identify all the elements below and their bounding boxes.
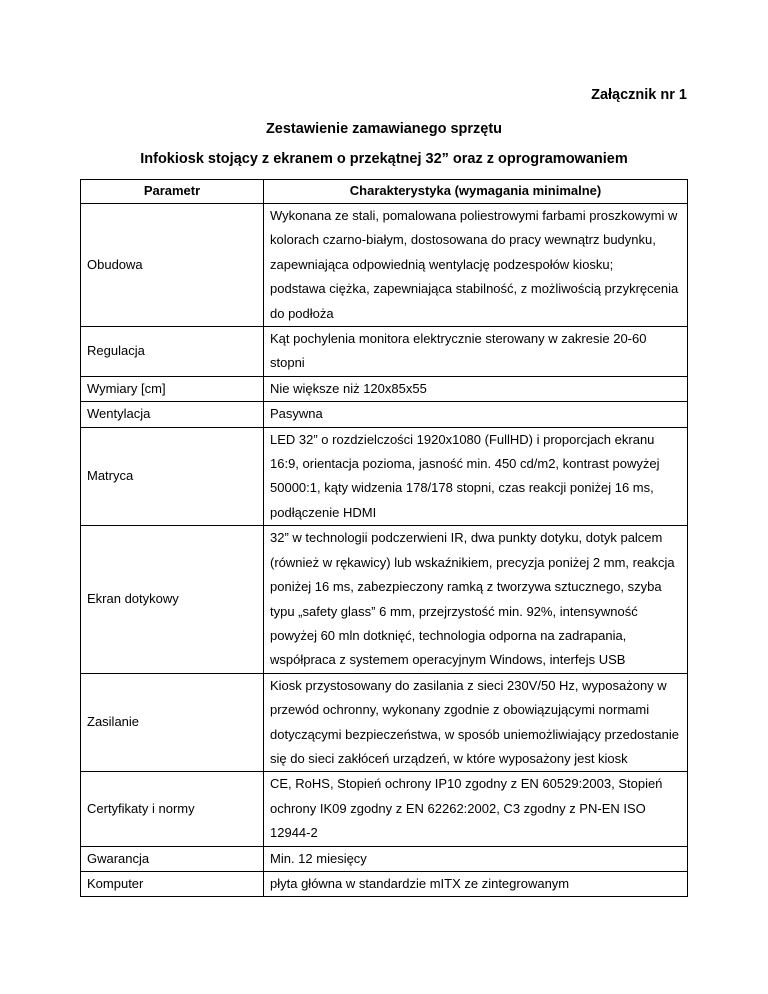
table-row — [81, 772, 688, 846]
table-row — [81, 427, 688, 526]
row-value: CE, RoHS, Stopień ochrony IP10 zgodny z EN 60529:2003, Stopień ochrony IK09 zgodny z EN 62262:2002, C3 zgodny z PN-EN ISO 12944-2 — [264, 772, 688, 846]
document-title: Zestawienie zamawianego sprzętu — [265, 121, 503, 137]
specification-table — [80, 179, 688, 897]
table-header-row — [81, 180, 688, 204]
row-parameter: Certyfikaty i normy — [81, 772, 264, 846]
table-row — [81, 204, 688, 327]
row-value — [264, 204, 688, 327]
table-row — [81, 376, 688, 401]
header-characteristics: Charakterystyka (wymagania minimalne) — [264, 180, 688, 204]
row-parameter: Gwarancja — [81, 846, 264, 871]
row-value: Nie większe niż 120x85x55 — [264, 376, 688, 401]
document-subtitle: Infokiosk stojący z ekranem o przekątnej 32” oraz z oprogramowaniem — [140, 151, 628, 167]
row-value-extra: podstawa ciężka, zapewniająca stabilność, z możliwością przykręcenia do podłoża — [270, 281, 679, 321]
table-row — [81, 871, 688, 896]
row-value: Kiosk przystosowany do zasilania z sieci 230V/50 Hz, wyposażony w przewód ochronny, wykonany zgodnie z obowiązującymi normami dotyczącymi bezpieczeństwa, w sposób uniemożliwiający przedostanie się do sieci zakłóceń urządzeń, w które wyposażony jest kiosk — [264, 673, 688, 772]
row-parameter: Regulacja — [81, 327, 264, 377]
row-parameter: Komputer — [81, 871, 264, 896]
row-value: płyta główna w standardzie mITX ze zintegrowanym — [264, 871, 688, 896]
row-parameter: Ekran dotykowy — [81, 526, 264, 673]
table-row — [81, 846, 688, 871]
header-parameter: Parametr — [81, 180, 264, 204]
row-parameter: Zasilanie — [81, 673, 264, 772]
table-row — [81, 402, 688, 427]
row-parameter: Wymiary [cm] — [81, 376, 264, 401]
row-parameter: Obudowa — [81, 204, 264, 327]
row-value: Pasywna — [264, 402, 688, 427]
row-value: 32” w technologii podczerwieni IR, dwa punkty dotyku, dotyk palcem (również w rękawicy) lub wskaźnikiem, precyzja poniżej 2 mm, reakcja poniżej 16 ms, zabezpieczony ramką z tworzywa sztucznego, szyba typu „safety glass” 6 mm, przejrzystość min. 92%, intensywność powyżej 60 mln dotknięć, technologia odporna na zadrapania, współpraca z systemem operacyjnym Windows, interfejs USB — [264, 526, 688, 673]
row-parameter: Matryca — [81, 427, 264, 526]
row-value: Kąt pochylenia monitora elektrycznie sterowany w zakresie 20-60 stopni — [264, 327, 688, 377]
row-value-text: Wykonana ze stali, pomalowana poliestrowymi farbami proszkowymi w kolorach czarno-białym, dostosowana do pracy wewnątrz budynku, zapewniająca odpowiednią wentylację podzespołów kiosku; — [270, 208, 678, 272]
annex-label: Załącznik nr 1 — [591, 87, 687, 103]
row-value: Min. 12 miesięcy — [264, 846, 688, 871]
table-row — [81, 327, 688, 377]
row-value: LED 32” o rozdzielczości 1920x1080 (FullHD) i proporcjach ekranu 16:9, orientacja pozioma, jasność min. 450 cd/m2, kontrast powyżej 50000:1, kąty widzenia 178/178 stopni, czas reakcji poniżej 16 ms, podłączenie HDMI — [264, 427, 688, 526]
table-row — [81, 526, 688, 673]
table-row — [81, 673, 688, 772]
row-parameter: Wentylacja — [81, 402, 264, 427]
